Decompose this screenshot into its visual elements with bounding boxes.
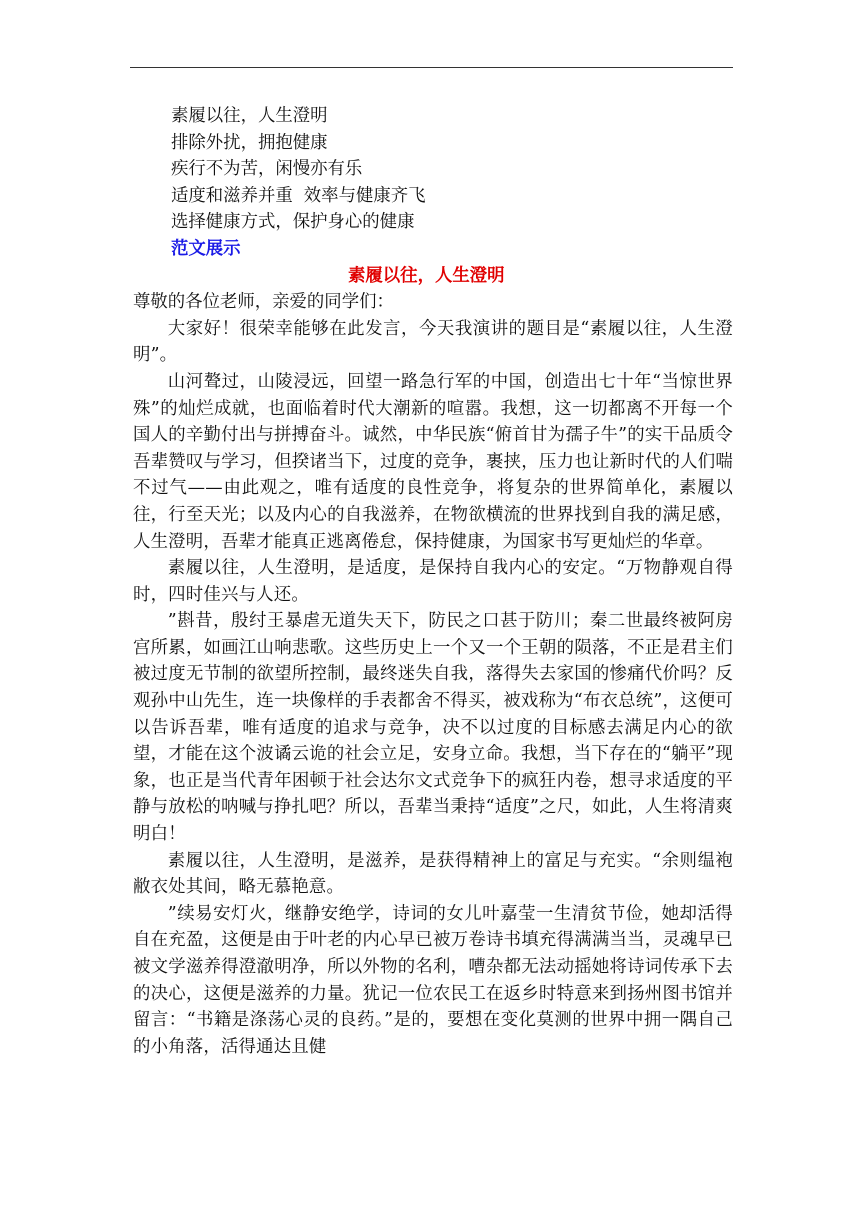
outline-item: 适度和滋养并重 效率与健康齐飞 (171, 185, 426, 206)
essay-paragraph: ”斟昔，殷纣王暴虐无道失天下，防民之口甚于防川；秦二世最终被阿房宫所累，如画江山响悲歌。这些历史上一个又一个王朝的陨落，不正是君主们被过度无节制的欲望所控制，最终迷失自我，落得失去家国的惨痛代价吗？反观孙中山先生，连一块像样的手表都舍不得买，被戏称为“布衣总统”，这便可以告诉吾辈，唯有适度的追求与竞争，决不以过度的目标感去满足内心的欲望，才能在这个波谲云诡的社会立足，安身立命。我想，当下存在的“躺平”现象，也正是当代青年困顿于社会达尔文式竞争下的疯狂内卷，想寻求适度的平静与放松的呐喊与挣扎吧？所以，吾辈当秉持“适度”之尺，如此，人生将清爽明白！ (133, 611, 733, 845)
header-rule (130, 67, 733, 68)
essay-paragraph: 素履以往，人生澄明，是滋养，是获得精神上的富足与充实。“余则缊袍敝衣处其间，略无慕艳意。 (133, 850, 733, 898)
outline-item: 疾行不为苦，闲慢亦有乐 (171, 159, 363, 180)
essay-paragraph: ”续易安灯火，继静安绝学，诗词的女儿叶嘉莹一生清贫节俭，她却活得自在充盈，这便是由于叶老的内心早已被万卷诗书填充得满满当当，灵魂早已被文学滋养得澄澈明净，所以外物的名利，嘈杂都无法动摇她将诗词传承下去的决心，这便是滋养的力量。犹记一位农民工在返乡时特意来到扬州图书馆并留言：“书籍是涤荡心灵的良药。”是的，要想在变化莫测的世界中拥一隅自己的小角落，活得通达且健 (133, 903, 733, 1057)
outline-item: 排除外扰，拥抱健康 (171, 132, 328, 153)
outline-item: 选择健康方式，保护身心的健康 (171, 212, 415, 233)
outline-item: 素履以往，人生澄明 (171, 106, 328, 126)
section-label: 范文展示 (171, 238, 241, 259)
essay-salutation: 尊敬的各位老师，亲爱的同学们： (133, 292, 394, 313)
essay-title: 素履以往，人生澄明 (348, 265, 505, 286)
document-page (133, 103, 733, 1060)
essay-paragraph: 大家好！很荣幸能够在此发言，今天我演讲的题目是“素履以往，人生澄明”。 (133, 318, 733, 366)
outline-list (133, 103, 733, 236)
essay-paragraph: 山河聱过，山陵浸远，回望一路急行军的中国，创造出七十年“当惊世界殊”的灿烂成就，也面临着时代大潮新的喧嚣。我想，这一切都离不开每一个国人的辛勤付出与拼搏奋斗。诚然，中华民族“俯首甘为孺子牛”的实干品质令吾辈赞叹与学习，但揆诸当下，过度的竞争，裹挟，压力也让新时代的人们喘不过气——由此观之，唯有适度的良性竞争，将复杂的世界简单化，素履以往，行至天光；以及内心的自我滋养，在物欲横流的世界找到自我的满足感，人生澄明，吾辈才能真正逃离倦怠，保持健康，为国家书写更灿烂的华章。 (133, 371, 733, 552)
essay-paragraph: 素履以往，人生澄明，是适度，是保持自我内心的安定。“万物静观自得时，四时佳兴与人还。 (133, 558, 733, 605)
